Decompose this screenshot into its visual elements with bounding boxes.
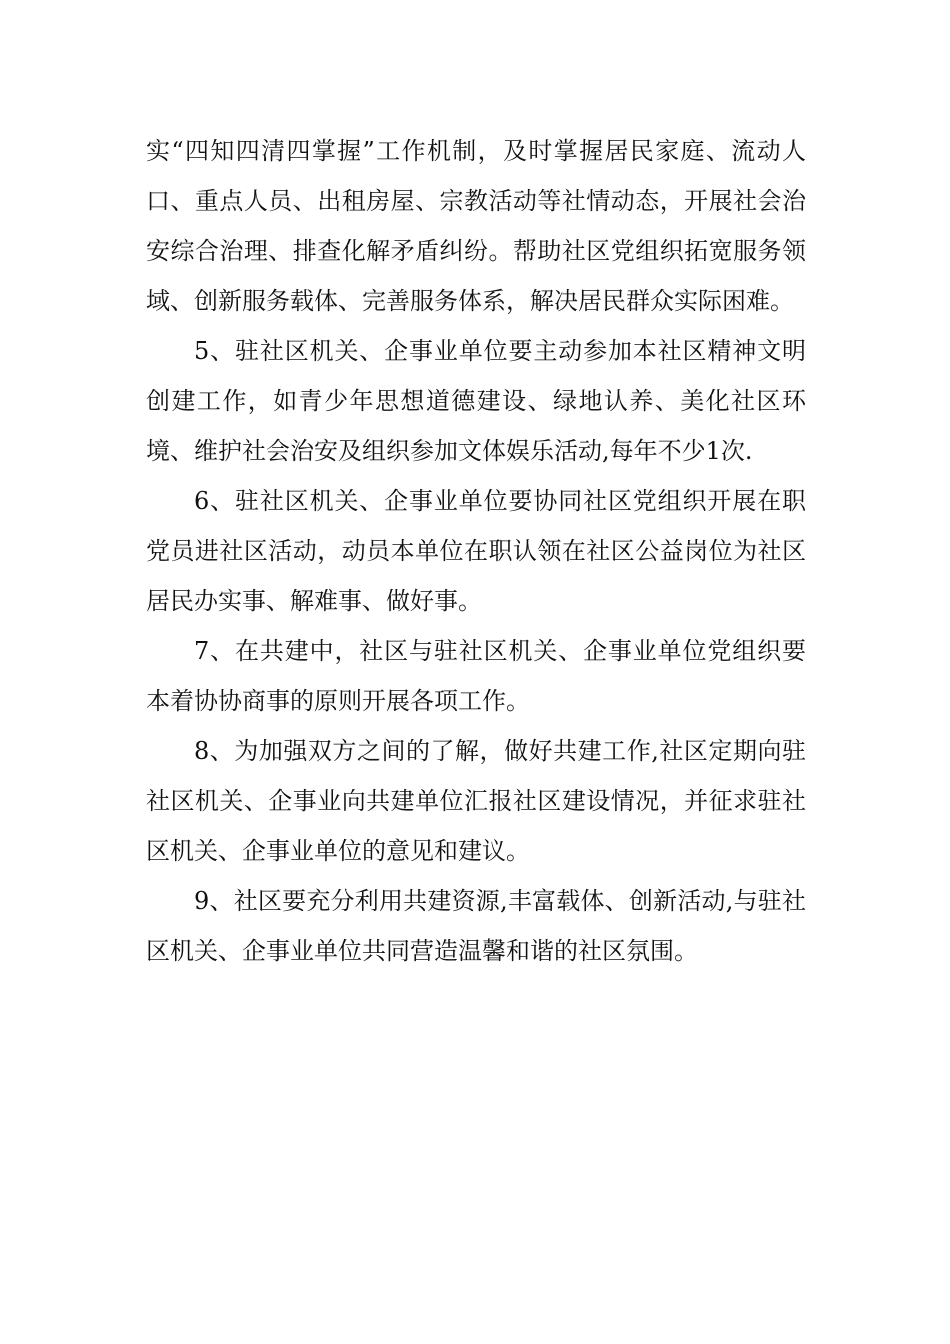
paragraph-item-7: 7、在共建中，社区与驻社区机关、企事业单位党组织要本着协协商事的原则开展各项工作。 bbox=[146, 637, 806, 715]
paragraph-item-9: 9、社区要充分利用共建资源,丰富载体、创新活动,与驻社区机关、企事业单位共同营造温馨和谐的社区氛围。 bbox=[146, 887, 806, 965]
paragraph-continuation: 实“四知四清四掌握”工作机制，及时掌握居民家庭、流动人口、重点人员、出租房屋、宗教活动等社情动态，开展社会治安综合治理、排查化解矛盾纠纷。帮助社区党组织拓宽服务领域、创新服务载体、完善服务体系，解决居民群众实际困难。 bbox=[146, 137, 806, 315]
paragraph-item-6: 6、驻社区机关、企事业单位要协同社区党组织开展在职党员进社区活动，动员本单位在职认领在社区公益岗位为社区居民办实事、解难事、做好事。 bbox=[146, 487, 806, 615]
paragraph-item-5: 5、驻社区机关、企事业单位要主动参加本社区精神文明创建工作，如青少年思想道德建设、绿地认养、美化社区环境、维护社会治安及组织参加文体娱乐活动,每年不少1次. bbox=[146, 337, 806, 465]
paragraph-item-8: 8、为加强双方之间的了解，做好共建工作,社区定期向驻社区机关、企事业向共建单位汇报社区建设情况，并征求驻社区机关、企事业单位的意见和建议。 bbox=[146, 737, 806, 865]
document-body bbox=[146, 126, 806, 976]
